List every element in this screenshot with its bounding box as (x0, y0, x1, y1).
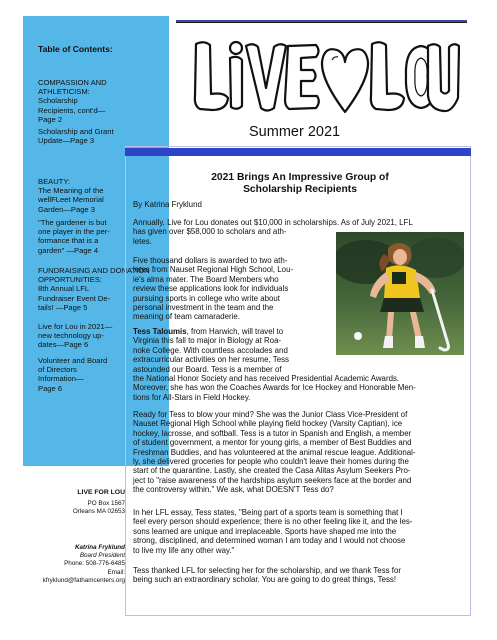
paragraph-line: meaning of team camaraderie. (133, 312, 241, 322)
paragraph-line: letes. (133, 236, 152, 246)
paragraph-line: ly, she delivered groceries for people who couldn't leave their homes during the (133, 457, 409, 467)
toc-entry-line: Information— (38, 374, 84, 384)
paragraph-line: being such an extraordinary scholar. You are going to do great things, Tess! (133, 575, 397, 585)
toc-entry-line: Fundraiser Event De- (38, 293, 111, 303)
toc-entry-line: garden" —Page 4 (38, 245, 99, 255)
article-paragraph-4 (133, 410, 416, 495)
toc-entry-line: tails! —Page 5 (38, 302, 88, 312)
paragraph-line: to live my life any other way." (133, 545, 235, 555)
toc-title: Table of Contents: (38, 44, 113, 54)
paragraph-line: Virginia this fall to major in Biology at Roa- (133, 336, 282, 346)
toc-entry-line: Recipients, cont'd— (38, 105, 106, 115)
toc-entry-line: "The gardener is but (38, 218, 107, 227)
scholar-name: Tess Taloumis (133, 327, 187, 336)
toc-entry-line: Scholarship (38, 96, 78, 106)
paragraph-line: Annually, Live for Lou donates out $10,000 in scholarships. As of July 2021, LFL (133, 218, 413, 227)
toc-entry-line: of Directors (38, 365, 77, 375)
article-paragraph-5 (133, 508, 412, 555)
paragraph-line: strong, disciplined, and determined woman I am today and I would not choose (133, 536, 406, 546)
toc-entry-line: Volunteer and Board (38, 356, 108, 365)
paragraph-line: has given over $58,000 to scholars and ath- (133, 227, 287, 237)
paragraph-line: review these applications look for individuals (133, 284, 289, 294)
paragraph-line: of student government, a mentor for young girls, a member of Best Buddies and (133, 438, 412, 448)
paragraph-line: start of the quarantine. Lastly, she created the Casa Alitas Asylum Seekers Pro- (133, 466, 411, 476)
paragraph-line: astounded our Board. Tess is a member of (133, 364, 282, 374)
headline-line-1: 2021 Brings An Impressive Group of (211, 172, 389, 183)
article-byline: By Katrina Fryklund (133, 200, 202, 209)
paragraph-line: Five thousand dollars is awarded to two ath- (133, 256, 288, 265)
paragraph-line: Nauset Regional High School while playing field hockey (Varsity Captian), ice (133, 419, 403, 429)
toc-entry-heading: COMPASSION AND ATHLETICISM: (38, 78, 107, 97)
toc-entry-line: new technology up- (38, 331, 104, 341)
article-paragraph-6 (133, 566, 401, 585)
paragraph-line: extracurricular activities on her resume, Tess (133, 355, 289, 365)
paragraph-line: the National Honor Society and has received Presidential Academic Awards. (133, 374, 400, 384)
paragraph-line: Ready for Tess to blow your mind? She was the Junior Class Vice-President of (133, 410, 408, 419)
paragraph-line: ject to "raise awareness of the hardships asylum seekers face at the border and (133, 475, 412, 485)
toc-entry-line: 8th Annual LFL (38, 284, 90, 294)
paragraph-line: the controversy within." We ask, what DOESN'T Tess do? (133, 485, 334, 495)
live-for-lou-logo (190, 36, 460, 122)
paragraph-line: letes from Nauset Regional High School, Lou- (133, 265, 294, 275)
contact-email[interactable]: kfryklund@fathamcenters.org (42, 576, 125, 584)
toc-entry-line: Scholarship and Grant (38, 127, 114, 136)
toc-entry-line: Garden—Page 3 (38, 204, 95, 214)
contact-person-block (0, 544, 125, 585)
heart-logo-icon (322, 49, 368, 112)
toc-entry-scholarship-update[interactable] (38, 127, 154, 145)
toc-entry-line: Update—Page 3 (38, 136, 95, 146)
toc-entry-heading: FUNDRAISING AND DONATION OPPORTUNITIES: (38, 266, 150, 285)
paragraph-line: Freshman Buddies, and has volunteered at the animal rescue league. Additional- (133, 447, 416, 457)
toc-entry-line: wellFLeet Memorial (38, 195, 104, 205)
paragraph-line: noke College. With countless accolades and (133, 345, 288, 355)
article-accent-bar (125, 148, 471, 156)
contact-address-2: Orleans MA 02653 (72, 508, 125, 516)
article-headline (150, 172, 450, 196)
issue-date: Summer 2021 (249, 124, 341, 140)
toc-entry-line: The Meaning of the (38, 186, 104, 196)
toc-entry-line: formance that is a (38, 236, 99, 246)
toc-entry-line: one player in the per- (38, 227, 110, 237)
contact-address-1: PO Box 1567 (87, 500, 125, 508)
paragraph-line: ie's alma mater. The Board Members who (133, 274, 279, 284)
paragraph-line: feel every person should experience; there is no other feeling like it, and the les- (133, 517, 413, 527)
toc-entry-line: Page 2 (38, 114, 63, 124)
paragraph-line: Moreover, she has won the Coaches Awards for Ice Hockey and Honorable Men- (133, 383, 416, 393)
contact-role: Board President (79, 552, 125, 560)
paragraph-line: Tess thanked LFL for selecting her for the scholarship, and we thank Tess for (133, 566, 401, 575)
contact-org-block (0, 489, 125, 517)
contact-name: Katrina Fryklund (74, 544, 125, 551)
paragraph-line-rest: , from Harwich, will travel to (186, 327, 284, 336)
paragraph-line: In her LFL essay, Tess states, "Being part of a sports team is something that I (133, 508, 403, 517)
headline-line-2: Scholarship Recipients (243, 184, 357, 195)
paragraph-line: pursuing sports in college who write about (133, 293, 280, 303)
field-hockey-player-photo (336, 232, 464, 355)
contact-email-label: Email: (107, 568, 125, 576)
contact-phone: Phone: 508-776-6485 (64, 560, 125, 568)
paragraph-line: personal investment in the team and the (133, 303, 274, 313)
paragraph-line: hockey, lacrosse, and softball. Tess is a tutor in Spanish and English, a member (133, 428, 412, 438)
toc-entry-line: Live for Lou in 2021— (38, 322, 113, 331)
toc-entry-line: dates—Page 6 (38, 340, 89, 350)
toc-entry-compassion[interactable] (38, 78, 154, 124)
article-paragraph-2 (133, 256, 293, 322)
contact-org: LIVE FOR LOU (77, 489, 125, 496)
masthead-top-rule-shadow (176, 22, 467, 23)
toc-entry-heading: BEAUTY: (38, 177, 71, 186)
paragraph-line: sons learned are unique and irreplaceable. Sports have shaped me into the (133, 526, 397, 536)
toc-entry-line: Page 6 (38, 383, 63, 393)
paragraph-line: tions for All-Stars in Field Hockey. (133, 392, 251, 402)
